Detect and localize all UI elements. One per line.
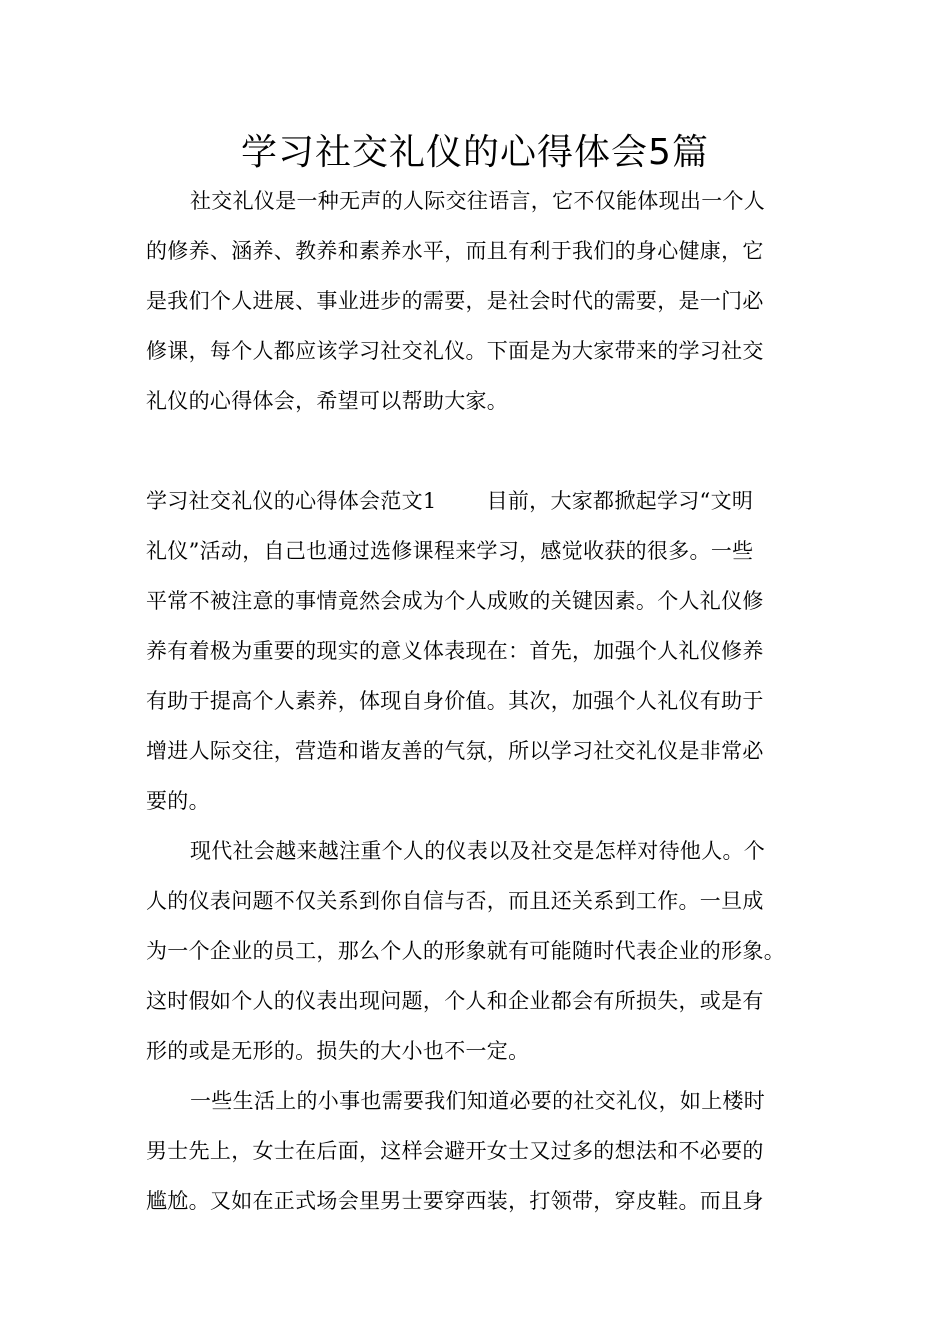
paragraph-line: 形的或是无形的。损失的大小也不一定。 <box>146 1039 530 1063</box>
paragraph-line: 尴尬。又如在正式场会里男士要穿西装，打领带，穿皮鞋。而且身 <box>146 1189 764 1213</box>
section-heading: 学习社交礼仪的心得体会范文1 <box>146 489 437 513</box>
paragraph-line: 有助于提高个人素养，体现自身价值。其次，加强个人礼仪有助于 <box>146 689 764 713</box>
paragraph-line: 社交礼仪是一种无声的人际交往语言，它不仅能体现出一个人 <box>190 189 766 213</box>
paragraph-line: 这时假如个人的仪表出现问题，个人和企业都会有所损失，或是有 <box>146 989 764 1013</box>
section-line <box>146 486 846 516</box>
paragraph-line: 要的。 <box>146 789 210 813</box>
paragraph-line: 礼仪的心得体会，希望可以帮助大家。 <box>146 389 509 413</box>
paragraph-line: 现代社会越来越注重个人的仪表以及社交是怎样对待他人。个 <box>190 839 766 863</box>
section-text: 目前，大家都掀起学习“文明 <box>486 489 754 513</box>
paragraph-line: 养有着极为重要的现实的意义体表现在：首先，加强个人礼仪修养 <box>146 639 764 663</box>
paragraph-line: 修课，每个人都应该学习社交礼仪。下面是为大家带来的学习社交 <box>146 339 764 363</box>
paragraph-line: 是我们个人进展、事业进步的需要，是社会时代的需要，是一门必 <box>146 289 764 313</box>
paragraph-line: 男士先上，女士在后面，这样会避开女士又过多的想法和不必要的 <box>146 1139 764 1163</box>
paragraph-line: 一些生活上的小事也需要我们知道必要的社交礼仪，如上楼时 <box>190 1089 766 1113</box>
paragraph-line: 平常不被注意的事情竟然会成为个人成败的关键因素。个人礼仪修 <box>146 589 764 613</box>
paragraph-line: 为一个企业的员工，那么个人的形象就有可能随时代表企业的形象。 <box>146 939 785 963</box>
paragraph-line: 的修养、涵养、教养和素养水平，而且有利于我们的身心健康，它 <box>146 239 764 263</box>
document-title: 学习社交礼仪的心得体会5篇 <box>241 132 709 173</box>
paragraph-line: 人的仪表问题不仅关系到你自信与否，而且还关系到工作。一旦成 <box>146 889 764 913</box>
paragraph-line: 增进人际交往，营造和谐友善的气氛，所以学习社交礼仪是非常必 <box>146 739 764 763</box>
paragraph-line: 礼仪”活动，自己也通过选修课程来学习，感觉收获的很多。一些 <box>146 539 754 563</box>
